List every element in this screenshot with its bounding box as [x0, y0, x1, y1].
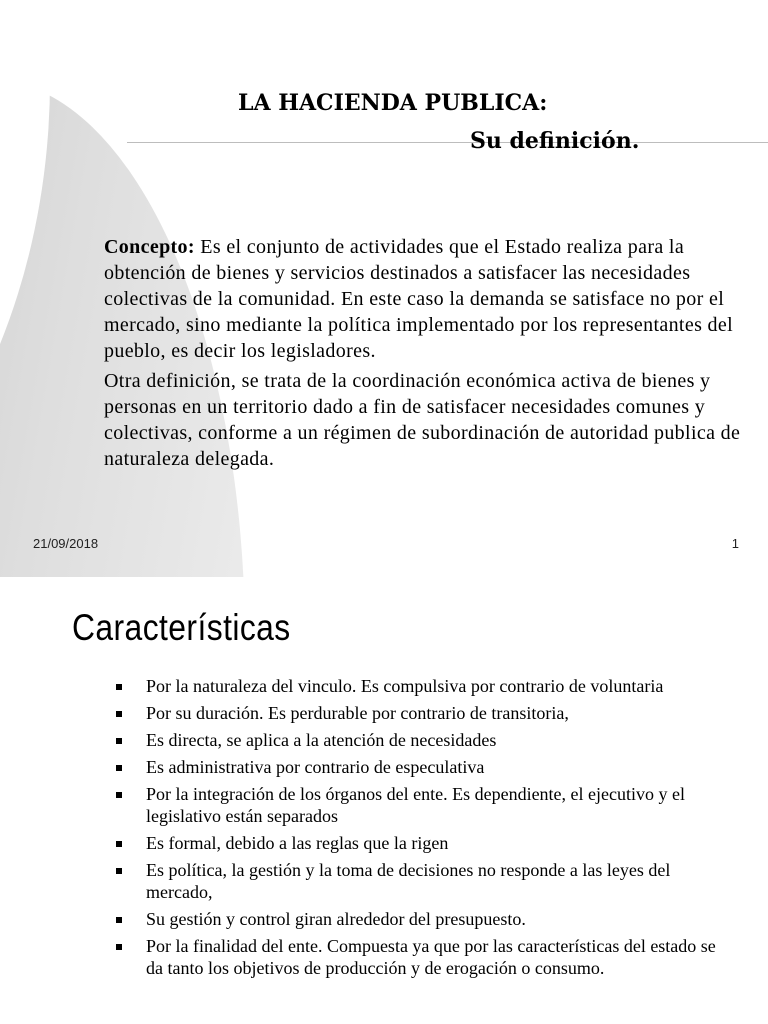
list-item: [116, 702, 736, 724]
slide-2: [0, 577, 768, 1024]
footer-date: 21/09/2018: [33, 536, 99, 551]
bullet-square-icon: [116, 738, 122, 744]
characteristics-list: [116, 675, 736, 984]
slide-heading: Características: [72, 607, 291, 648]
list-item: [116, 908, 736, 930]
concept-text: Es el conjunto de actividades que el Estado realiza para la obtención de bienes y servicios destinados a satisfacer las necesidades colectivas de la comunidad. En este caso la demanda se satisface no por el mercado, sino mediante la política implementado por los representantes del pueblo, es decir los legisladores.: [104, 236, 734, 362]
list-item: [116, 675, 736, 697]
list-item-text: Por su duración. Es perdurable por contrario de transitoria,: [146, 703, 569, 723]
list-item-text: Por la finalidad del ente. Compuesta ya que por las características del estado se da tanto los objetivos de producción y de erogación o consumo.: [146, 936, 716, 978]
list-item-text: Es formal, debido a las reglas que la rigen: [146, 833, 449, 853]
list-item-text: Su gestión y control giran alrededor del presupuesto.: [146, 909, 526, 929]
bullet-square-icon: [116, 917, 122, 923]
bullet-square-icon: [116, 684, 122, 690]
bullet-square-icon: [116, 792, 122, 798]
list-item: [116, 756, 736, 778]
bullet-square-icon: [116, 711, 122, 717]
other-definition-paragraph: Otra definición, se trata de la coordinación económica activa de bienes y personas en un territorio dado a fin de satisfacer necesidades comunes y colectivas, conforme a un régimen de subordinación de autoridad publica de naturaleza delegada.: [104, 370, 741, 470]
bullet-square-icon: [116, 765, 122, 771]
title-divider-line: [127, 142, 768, 143]
definition-body: [104, 234, 768, 476]
bullet-square-icon: [116, 868, 122, 874]
list-item-text: Por la naturaleza del vinculo. Es compulsiva por contrario de voluntaria: [146, 676, 664, 696]
footer-page-number: 1: [731, 536, 739, 551]
list-item: [116, 935, 736, 979]
list-item: [116, 859, 736, 903]
list-item-text: Es administrativa por contrario de especulativa: [146, 757, 485, 777]
list-item-text: Por la integración de los órganos del ente. Es dependiente, el ejecutivo y el legislativo están separados: [146, 784, 685, 826]
concept-paragraph: [104, 234, 768, 364]
slide-title-line-2: Su definición.: [470, 128, 640, 154]
list-item: [116, 783, 736, 827]
list-item: [116, 832, 736, 854]
bullet-square-icon: [116, 841, 122, 847]
concept-label: Concepto:: [104, 236, 195, 258]
slide-title-line-1: LA HACIENDA PUBLICA:: [238, 90, 548, 116]
list-item-text: Es política, la gestión y la toma de decisiones no responde a las leyes del mercado,: [146, 860, 671, 902]
list-item-text: Es directa, se aplica a la atención de necesidades: [146, 730, 497, 750]
list-item: [116, 729, 736, 751]
bullet-square-icon: [116, 944, 122, 950]
